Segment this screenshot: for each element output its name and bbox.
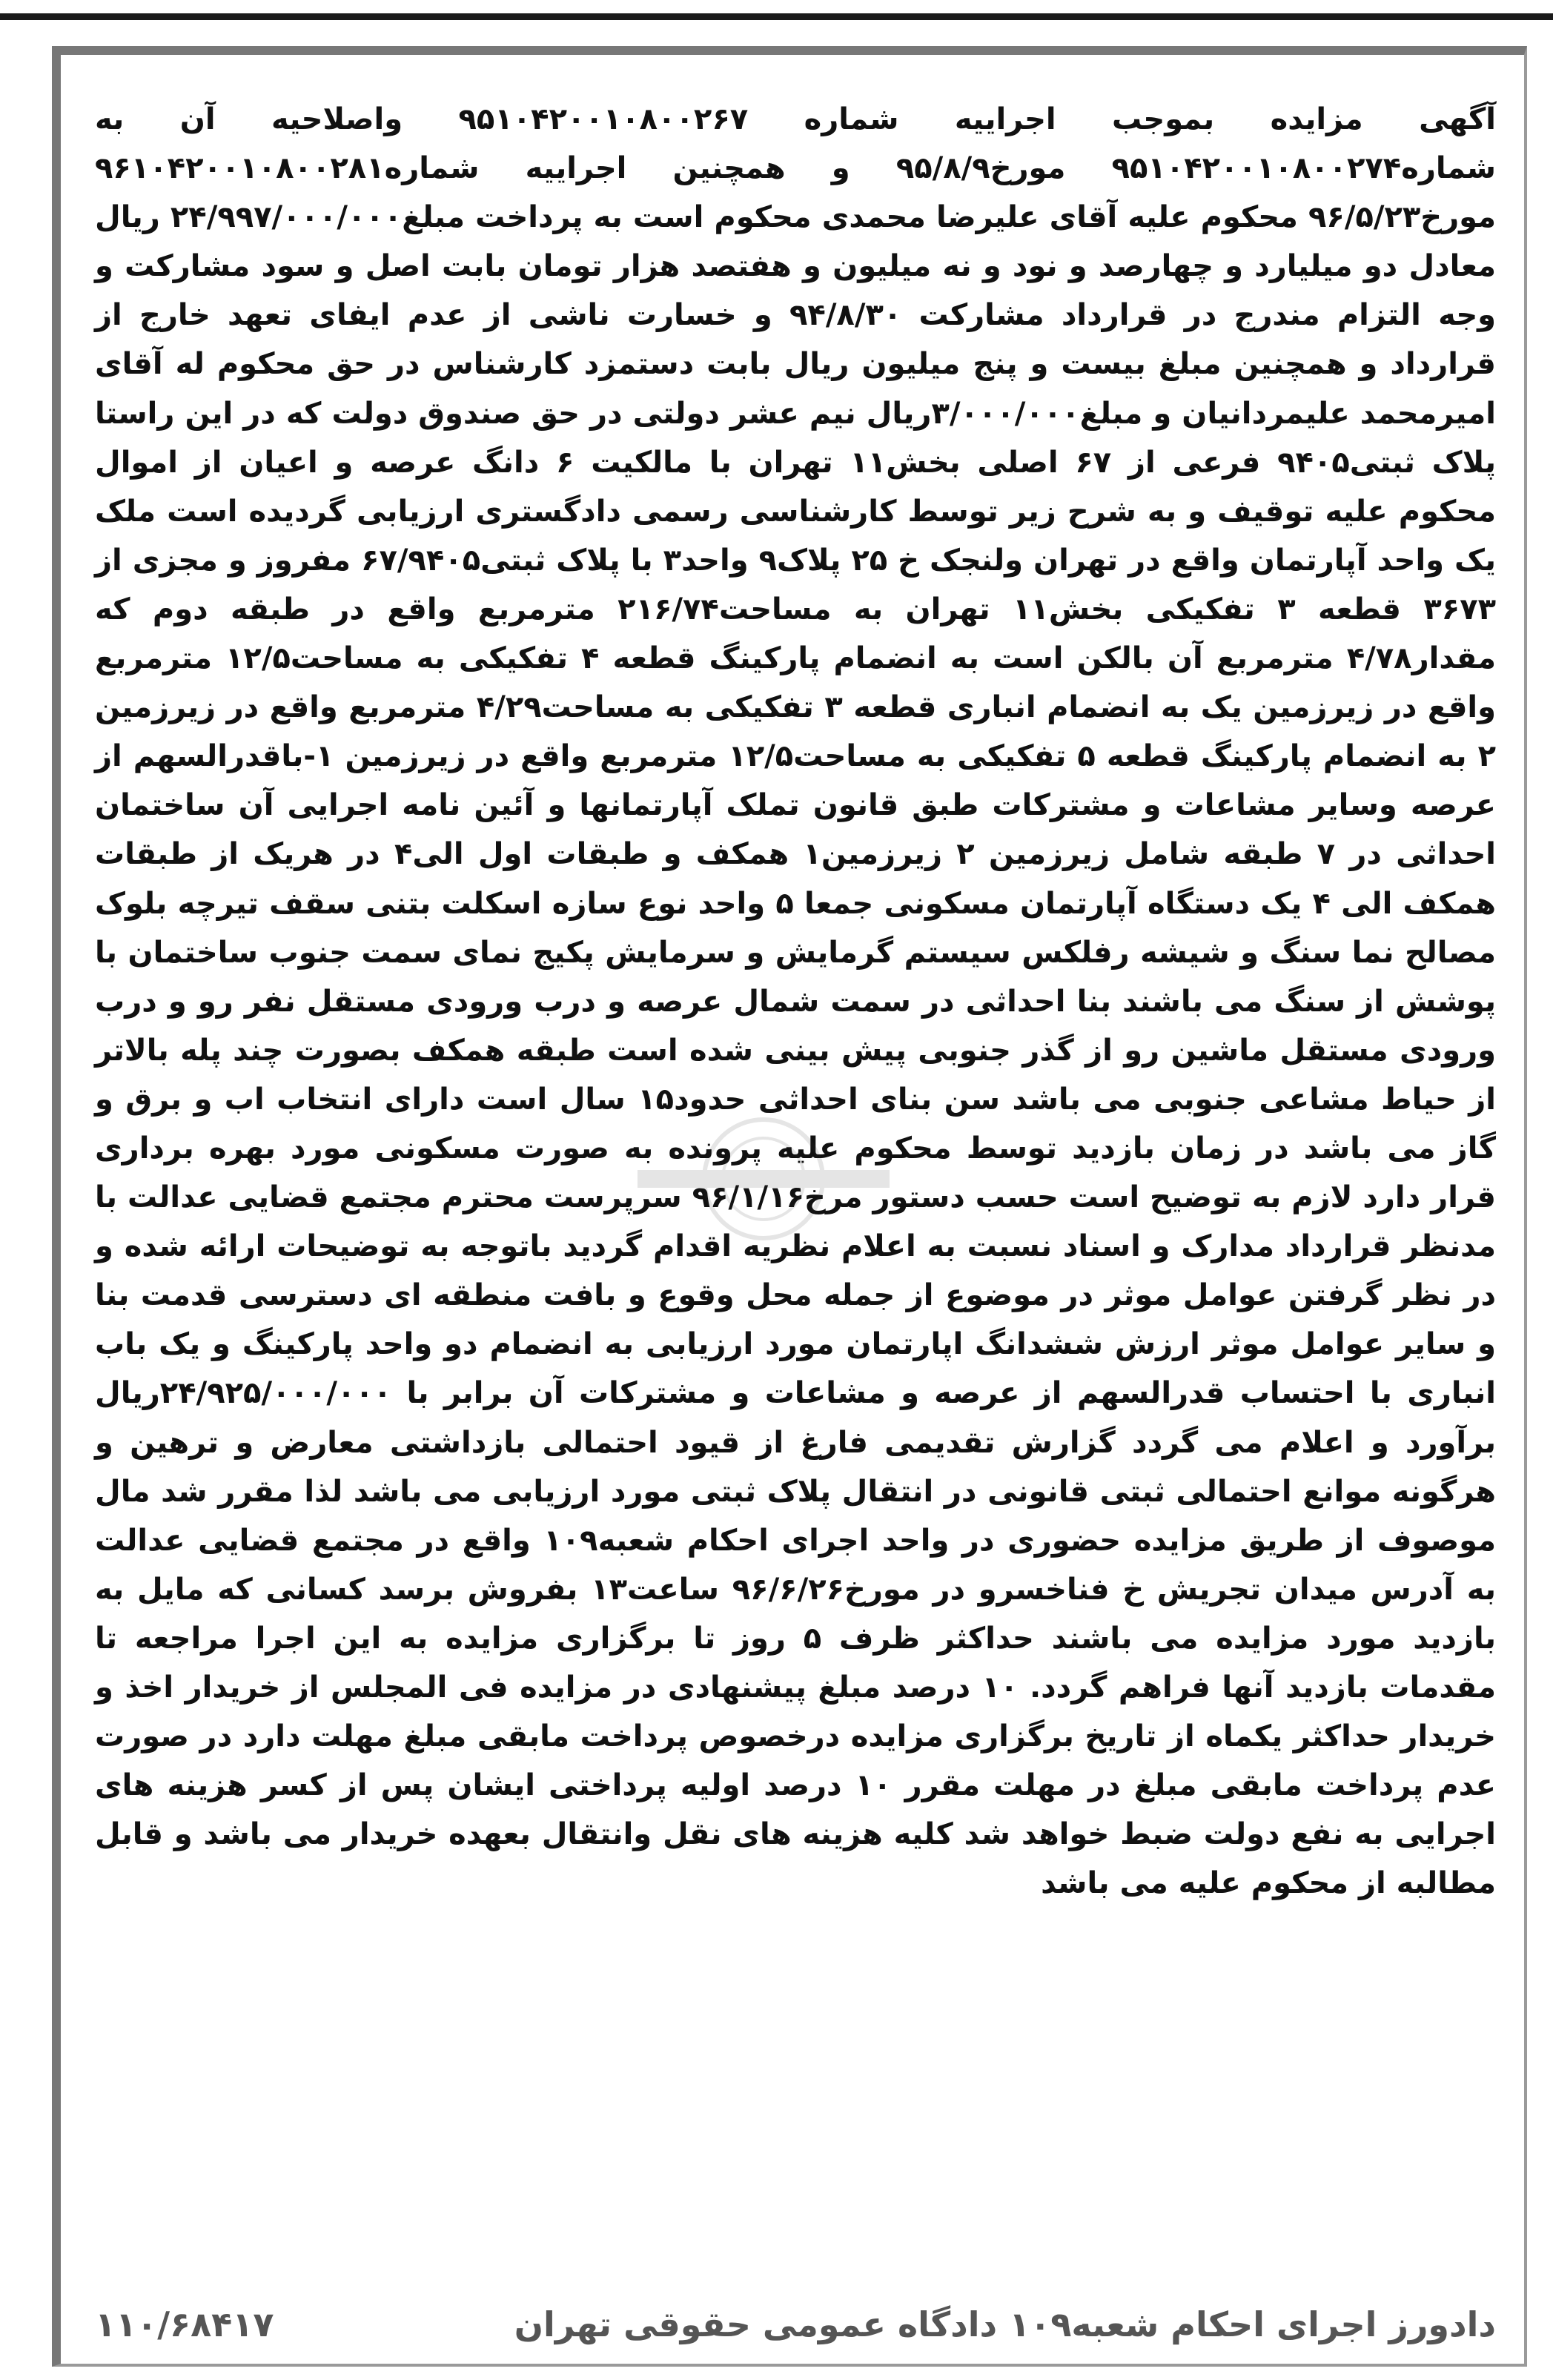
notice-code: ۱۱۰/۶۸۴۱۷ [95, 2304, 274, 2344]
notice-footer [95, 2298, 1496, 2350]
notice-body-text: آگهی مزایده بموجب اجراییه شماره ۹۵۱۰۴۲۰۰۱۰۸۰۰۲۶۷ واصلاحیه آن به شماره۹۵۱۰۴۲۰۰۱۰۸۰۰۲۷۴ مورخ۹۵/۸/۹ و همچنین اجراییه شماره۹۶۱۰۴۲۰۰۱۰۸۰۰۲۸۱ مورخ۹۶/۵/۲۳ محکوم علیه آقای علیرضا محمدی محکوم است به پرداخت مبلغ۲۴/۹۹۷/۰۰۰/۰۰۰ ریال معادل دو میلیارد و چهارصد و نود و نه میلیون و هفتصد هزار تومان بابت اصل و سود مشارکت و وجه التزام مندرج در قرارداد مشارکت ۹۴/۸/۳۰ و خسارت ناشی از عدم ایفای تعهد خارج از قرارداد و همچنین مبلغ بیست و پنج میلیون ریال بابت دستمزد کارشناس در حق محکوم له آقای امیرمحمد علیمردانیان و مبلغ۳/۰۰۰/۰۰۰ریال نیم عشر دولتی در حق صندوق دولت که در این راستا پلاک ثبتی۹۴۰۵ فرعی از ۶۷ اصلی بخش۱۱ تهران با مالکیت ۶ دانگ عرصه و اعیان از اموال محکوم علیه توقیف و به شرح زیر توسط کارشناسی رسمی دادگستری ارزیابی گردیده است ملک یک واحد آپارتمان واقع در تهران ولنجک خ ۲۵ پلاک۹ واحد۳ با پلاک ثبتی۶۷/۹۴۰۵ مفروز و مجزی از ۳۶۷۳ قطعه ۳ تفکیکی بخش۱۱ تهران به مساحت۲۱۶/۷۴ مترمربع واقع در طبقه دوم که مقدار۴/۷۸ مترمربع آن بالکن است به انضمام پارکینگ قطعه ۴ تفکیکی به مساحت۱۲/۵ مترمربع واقع در زیرزمین یک به انضمام انباری قطعه ۳ تفکیکی به مساحت۴/۲۹ مترمربع واقع در زیرزمین ۲ به انضمام پارکینگ قطعه ۵ تفکیکی به مساحت۱۲/۵ مترمربع واقع در زیرزمین ۱-باقدرالسهم از عرصه وسایر مشاعات و مشترکات طبق قانون تملک آپارتمانها و آئین نامه اجرایی آن ساختمان احداثی در ۷ طبقه شامل زیرزمین ۲ زیرزمین۱ همکف و طبقات اول الی۴ در هریک از طبقات همکف الی ۴ یک دستگاه آپارتمان مسکونی جمعا ۵ واحد نوع سازه اسکلت بتنی سقف تیرچه بلوک مصالح نما سنگ و شیشه رفلکس سیستم گرمایش و سرمایش پکیج نمای سمت جنوب ساختمان با پوشش از سنگ می باشند بنا احداثی در سمت شمال عرصه و درب ورودی مستقل نفر رو و درب ورودی مستقل ماشین رو از گذر جنوبی پیش بینی شده است طبقه همکف بصورت چند پله بالاتر از حیاط مشاعی جنوبی می باشد سن بنای احداثی حدود۱۵ سال است دارای انتخاب اب و برق و گاز می باشد در زمان بازدید توسط محکوم علیه پرونده به صورت مسکونی مورد بهره برداری قرار دارد لازم به توضیح است حسب دستور مرخ۹۶/۱/۱۶ سرپرست محترم مجتمع قضایی عدالت با مدنظر قرارداد مدارک و اسناد نسبت به اعلام نظریه اقدام گردید باتوجه به توضیحات ارائه شده و در نظر گرفتن عوامل موثر در موضوع از جمله محل وقوع و بافت منطقه ای دسترسی قدمت بنا و سایر عوامل موثر ارزش ششدانگ اپارتمان مورد ارزیابی به انضمام دو واحد پارکینگ و یک باب انباری با احتساب قدرالسهم از عرصه و مشاعات و مشترکات آن برابر با ۲۴/۹۲۵/۰۰۰/۰۰۰ریال برآورد و اعلام می گردد گزارش تقدیمی فارغ از قیود احتمالی بازداشتی معارض و ترهین و هرگونه موانع احتمالی ثبتی قانونی در انتقال پلاک ثبتی مورد ارزیابی می باشد لذا مقرر شد مال موصوف از طریق مزایده حضوری در واحد اجرای احکام شعبه۱۰۹ واقع در مجتمع قضایی عدالت به آدرس میدان تجریش خ فناخسرو در مورخ۹۶/۶/۲۶ ساعت۱۳ بفروش برسد کسانی که مایل به بازدید مورد مزایده می باشند حداکثر ظرف ۵ روز تا برگزاری مزایده به این اجرا مراجعه تا مقدمات بازدید آنها فراهم گردد. ۱۰ درصد مبلغ پیشنهادی در مزایده فی المجلس از خریدار اخذ و خریدار حداکثر یکماه از تاریخ برگزاری مزایده درخصوص پرداخت مابقی مبلغ مهلت دارد در صورت عدم پرداخت مابقی مبلغ در مهلت مقرر ۱۰ درصد اولیه پرداختی ایشان پس از کسر هزینه های اجرایی به نفع دولت ضبط خواهد شد کلیه هزینه های نقل وانتقال بعهده خریدار می باشد و قابل مطالبه از محکوم علیه می باشد [95, 102, 1497, 1901]
top-rule [0, 13, 1553, 20]
notice-signature: دادورز اجرای احکام شعبه۱۰۹ دادگاه عمومی حقوقی تهران [514, 2304, 1496, 2344]
